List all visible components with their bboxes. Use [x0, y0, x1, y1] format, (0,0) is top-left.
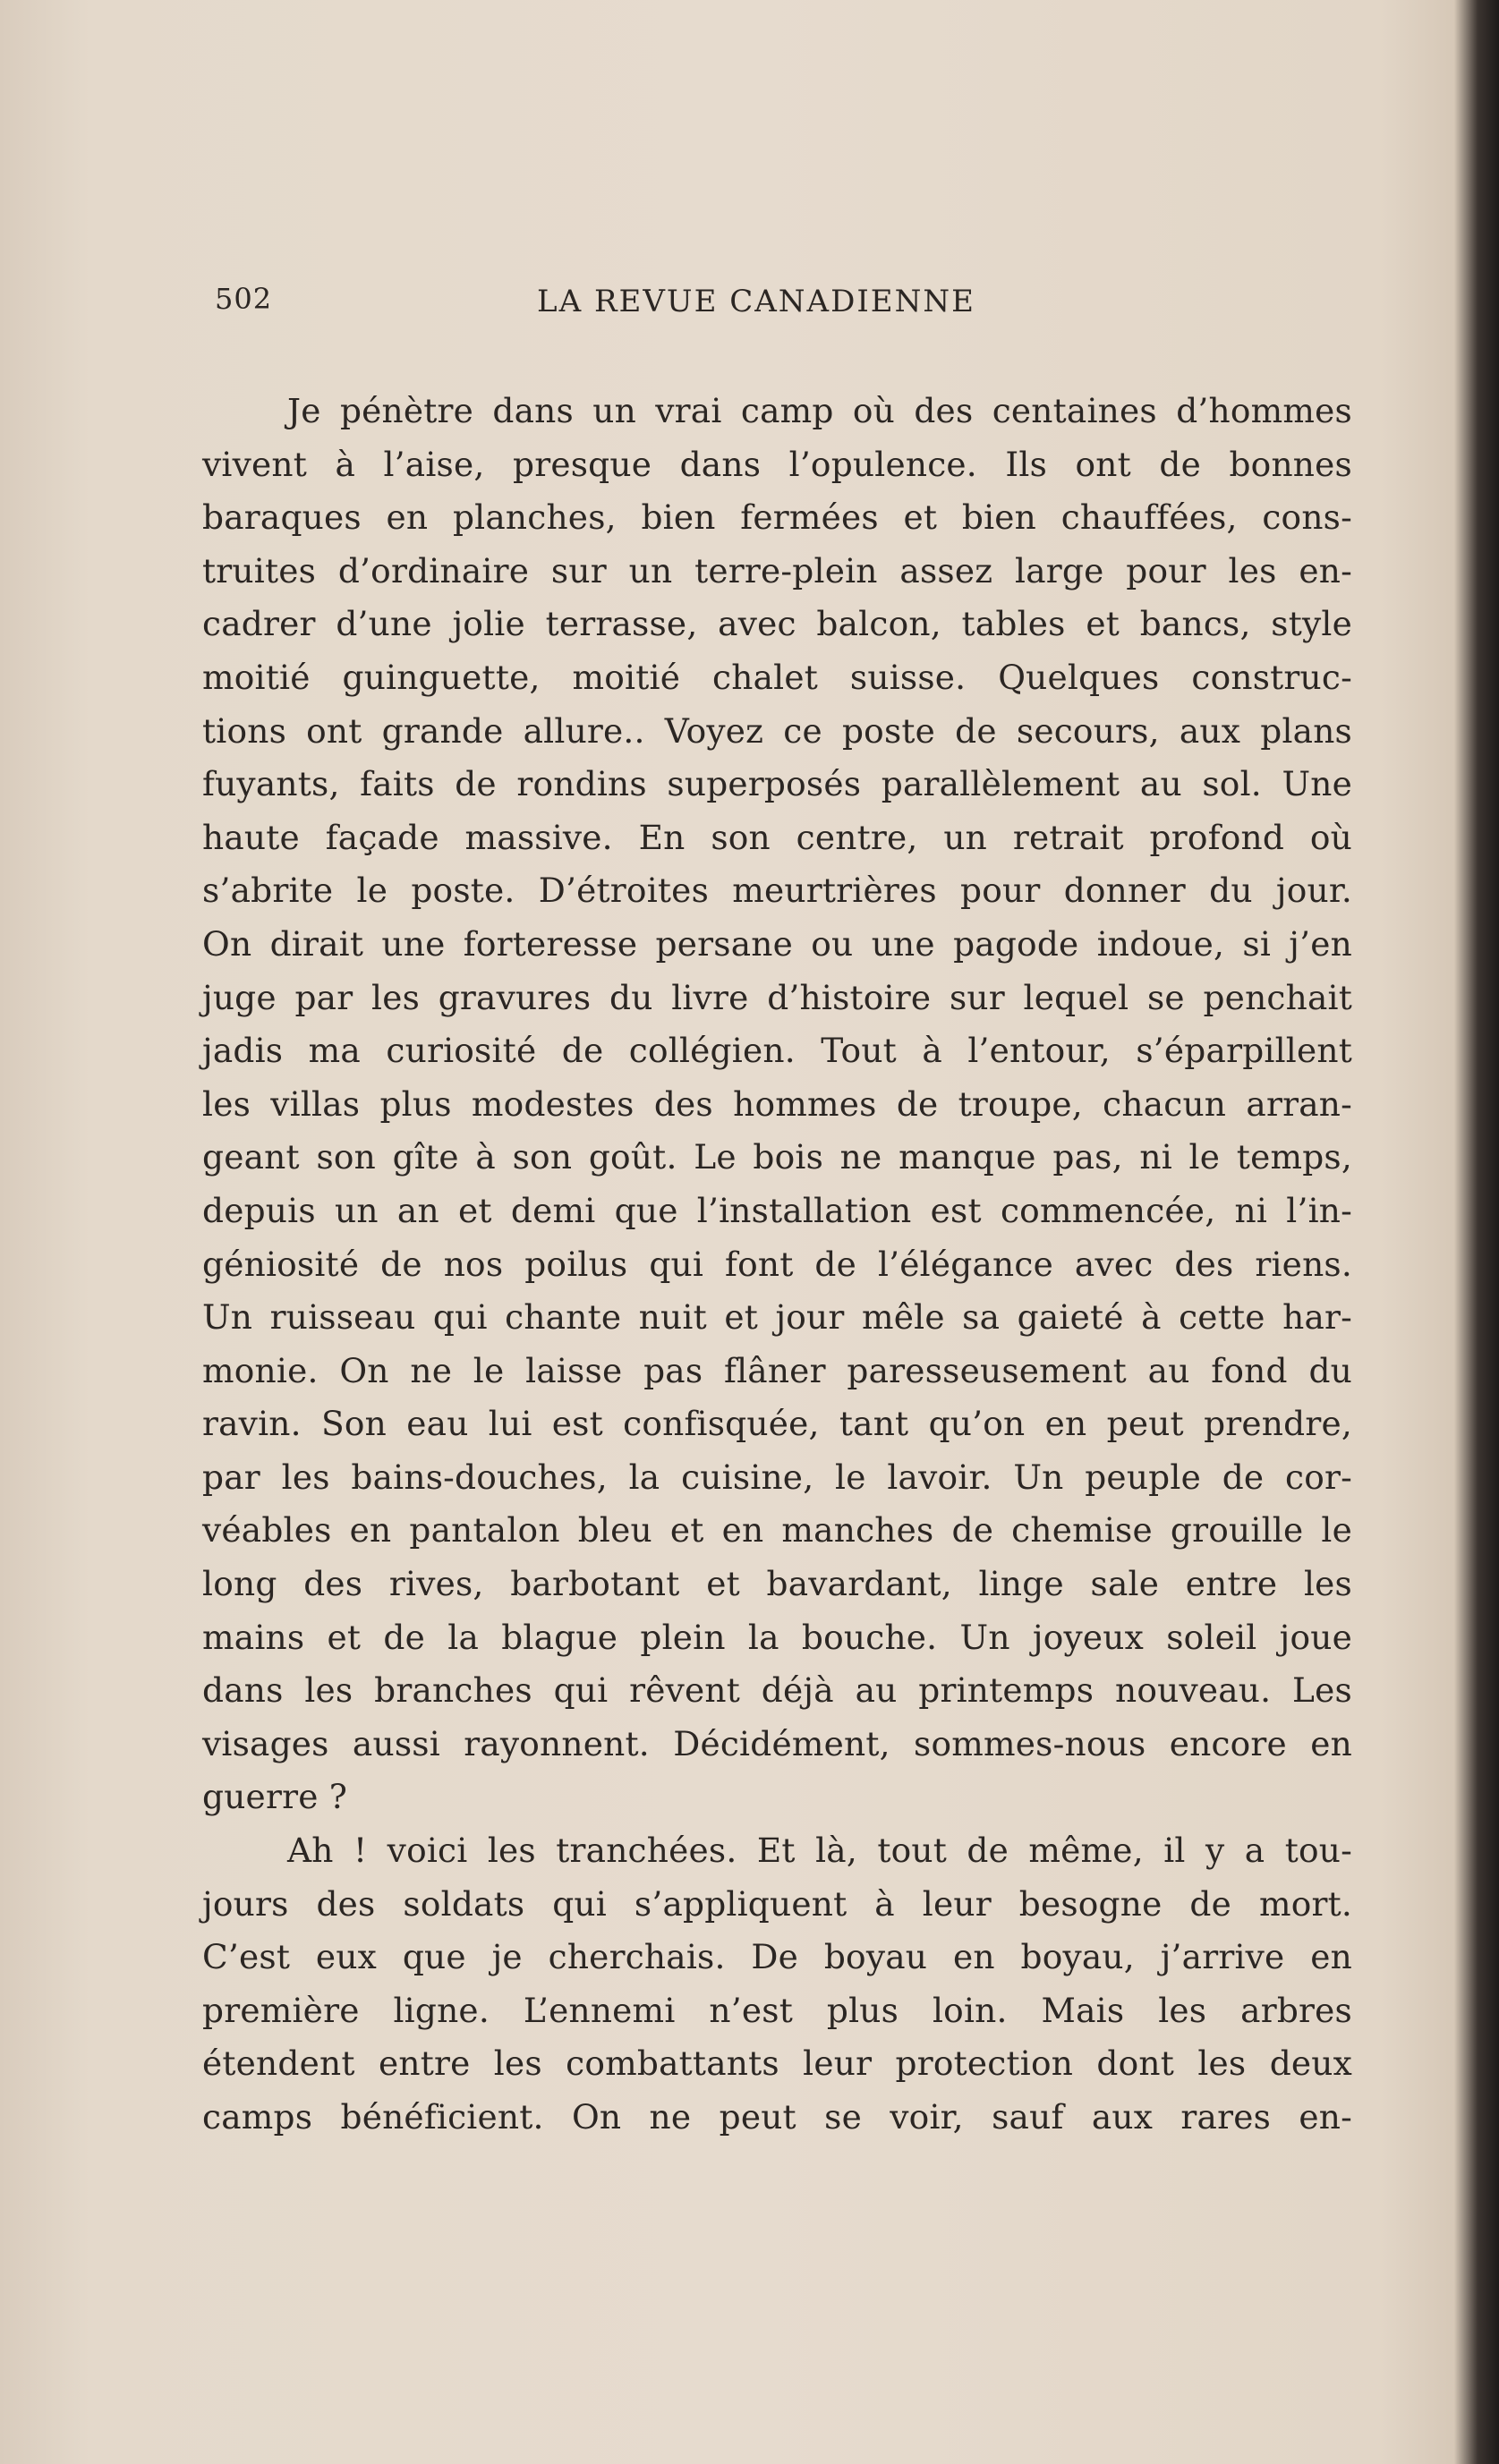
page-header [215, 282, 1351, 327]
text-line: visages aussi rayonnent. Décidément, sommes-nous encore en [202, 1723, 1352, 1763]
text-line: s’abrite le poste. D’étroites meurtrières pour donner du jour. [202, 871, 1352, 911]
text-line: Ah ! voici les tranchées. Et là, tout de même, il y a tou- [287, 1831, 1352, 1871]
text-line: véables en pantalon bleu et en manches de chemise grouille le [202, 1510, 1352, 1551]
text-line: depuis un an et demi que l’installation est commencée, ni l’in- [202, 1190, 1352, 1230]
text-line: baraques en planches, bien fermées et bien chauffées, cons- [202, 497, 1352, 538]
text-line: Un ruisseau qui chante nuit et jour mêle sa gaieté à cette har- [202, 1297, 1352, 1338]
text-line: monie. On ne le laisse pas flâner paresseusement au fond du [202, 1350, 1352, 1390]
text-line: long des rives, barbotant et bavardant, linge sale entre les [202, 1564, 1352, 1604]
text-line: geant son gîte à son goût. Le bois ne manque pas, ni le temps, [202, 1137, 1352, 1177]
text-line: ravin. Son eau lui est confisquée, tant qu’on en peut prendre, [202, 1404, 1352, 1444]
text-line: fuyants, faits de rondins superposés parallèlement au sol. Une [202, 764, 1352, 804]
text-line: moitié guinguette, moitié chalet suisse. Quelques construc- [202, 657, 1352, 697]
text-line: étendent entre les combattants leur protection dont les deux [202, 2043, 1352, 2084]
text-line: juge par les gravures du livre d’histoire sur lequel se penchait [202, 977, 1352, 1017]
text-line: vivent à l’aise, presque dans l’opulence. Ils ont de bonnes [202, 444, 1352, 484]
text-line: C’est eux que je cherchais. De boyau en boyau, j’arrive en [202, 1937, 1352, 1977]
body-text [202, 385, 1352, 2145]
text-line: cadrer d’une jolie terrasse, avec balcon, tables et bancs, style [202, 604, 1352, 644]
text-line: Je pénètre dans un vrai camp où des centaines d’hommes [287, 391, 1352, 430]
text-line: camps bénéficient. On ne peut se voir, sauf aux rares en- [202, 2097, 1352, 2137]
text-line: truites d’ordinaire sur un terre-plein assez large pour les en- [202, 550, 1352, 591]
text-line: On dirait une forteresse persane ou une pagode indoue, si j’en [202, 923, 1352, 964]
text-line: jours des soldats qui s’appliquent à leur besogne de mort. [202, 1883, 1352, 1924]
text-line: par les bains-douches, la cuisine, le lavoir. Un peuple de cor- [202, 1457, 1352, 1497]
running-title: LA REVUE CANADIENNE [537, 284, 975, 319]
text-line: géniosité de nos poilus qui font de l’élégance avec des riens. [202, 1244, 1352, 1284]
text-line: guerre ? [202, 1777, 348, 1817]
text-line: première ligne. L’ennemi n’est plus loin. Mais les arbres [202, 1990, 1352, 2030]
text-line: mains et de la blague plein la bouche. Un joyeux soleil joue [202, 1617, 1352, 1657]
text-line: haute façade massive. En son centre, un retrait profond où [202, 817, 1352, 857]
text-line: jadis ma curiosité de collégien. Tout à l’entour, s’éparpillent [202, 1031, 1352, 1071]
page-number: 502 [215, 282, 273, 316]
text-line: les villas plus modestes des hommes de troupe, chacun arran- [202, 1083, 1352, 1124]
text-line: dans les branches qui rêvent déjà au printemps nouveau. Les [202, 1670, 1352, 1711]
text-line: tions ont grande allure.. Voyez ce poste de secours, aux plans [202, 710, 1352, 751]
